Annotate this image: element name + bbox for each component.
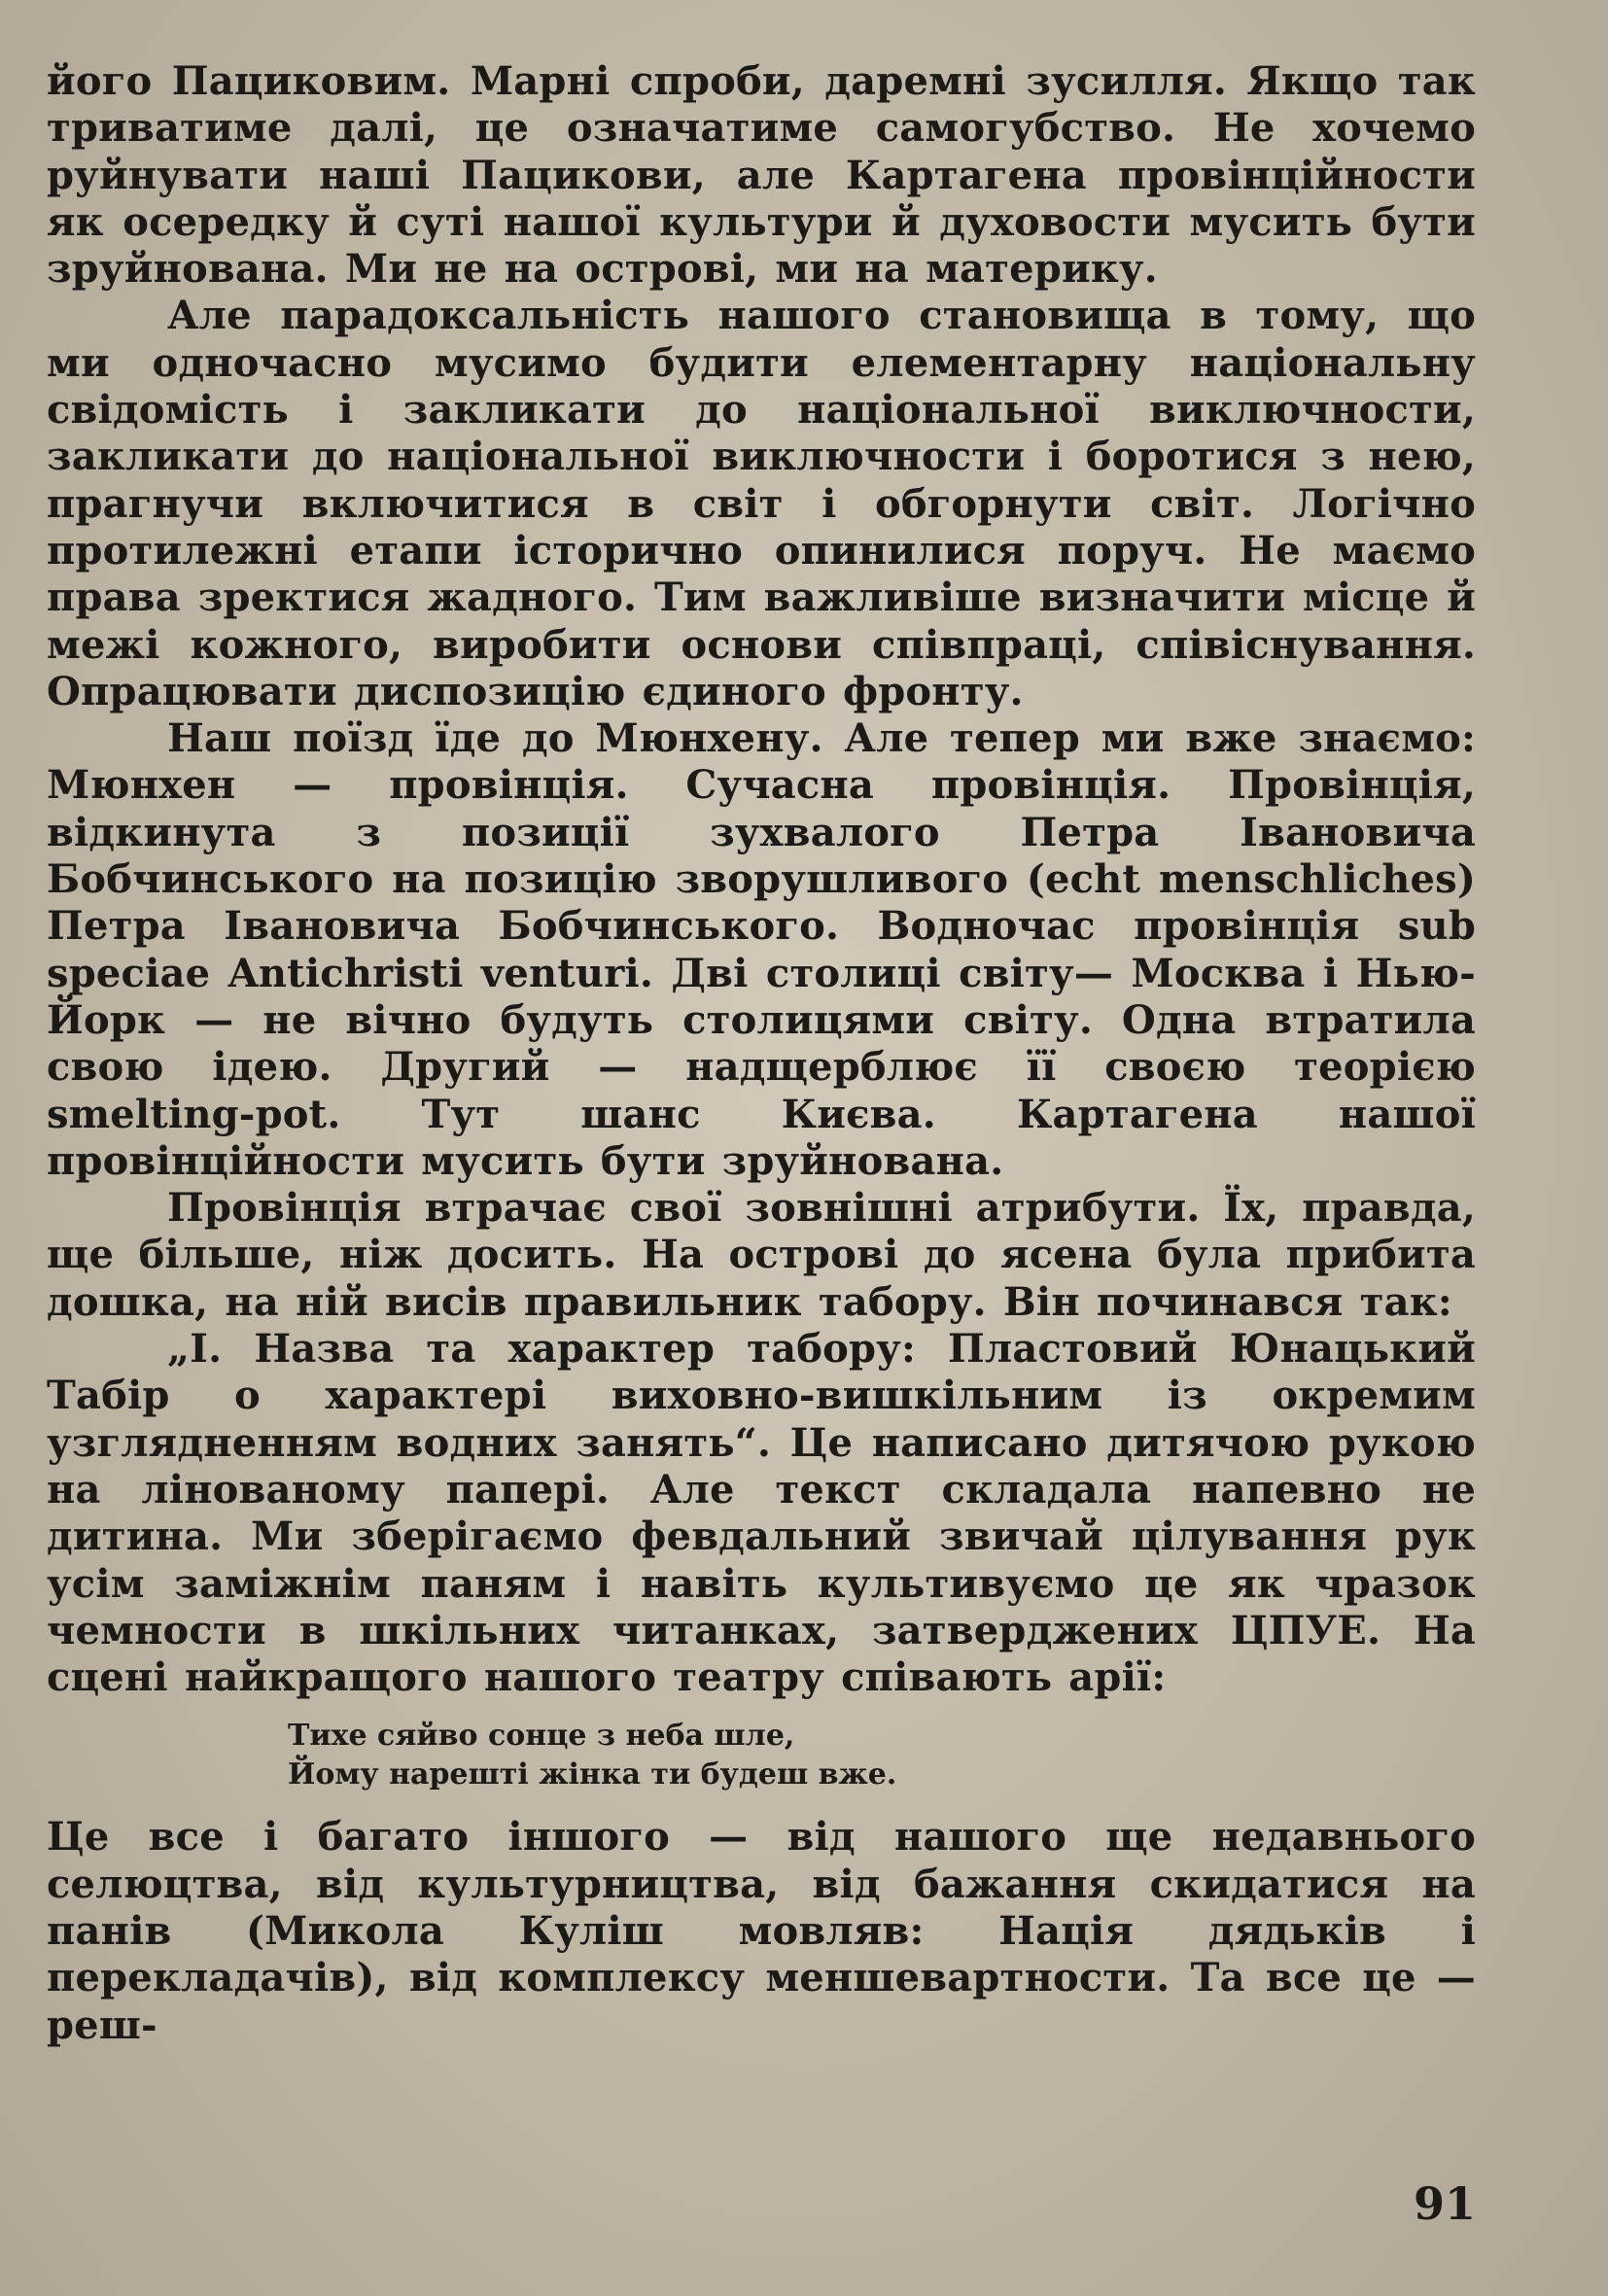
- paragraph-4: Провінція втрачає свої зовнішні атрибути. Їх, правда, ще більше, ніж досить. На острові до ясена була прибита дошка, на ній висів правильник табору. Він починався так:: [47, 1185, 1476, 1325]
- paragraph-2: Але парадоксальність нашого становища в тому, що ми одночасно мусимо будити елементарну національну свідомість і закликати до національної виключности, закликати до національної виключности і боротися з нею, прагнучи включитися в світ і обгорнути світ. Логічно протилежні етапи історично опинилися поруч. Не маємо права зректися жадного. Тим важливіше визначити місце й межі кожного, виробити основи співпраці, співіснування. Опрацювати диспозицію єдиного фронту.: [47, 293, 1476, 714]
- paragraph-5: „І. Назва та характер табору: Пластовий Юнацький Табір о характері виховно-вишкільним із окремим узглядненням водних занять“. Це написано дитячою рукою на лінованому папері. Але текст складала напевно не дитина. Ми зберігаємо февдальний звичай цілування рук усім заміжнім паням і навіть культивуємо це як чразок чемности в шкільних читанках, затверджених ЦПУЕ. На сцені найкращого нашого театру співають арії:: [47, 1326, 1476, 1701]
- poem-line-1: Тихе сяйво сонце з неба шле,: [288, 1719, 795, 1754]
- page-number: 91: [1413, 2177, 1476, 2230]
- closing-text: [47, 1814, 1476, 2048]
- poem-quote: [288, 1717, 1476, 1794]
- paragraph-3: Наш поїзд їде до Мюнхену. Але тепер ми вже знаємо: Мюнхен — провінція. Сучасна провінція. Провінція, відкинута з позиції зухвалого Петра Івановича Бобчинського на позицію зворушливого (echt menschliches) Петра Івановича Бобчинського. Водночас провінція sub speciae Antichristi venturi. Дві столиці світу— Москва і Нью-Йорк — не вічно будуть столицями світу. Одна втратила свою ідею. Другий — надщерблює її своєю теорією smelting-pot. Тут шанс Києва. Картагена нашої провінційности мусить бути зруйнована.: [47, 715, 1476, 1184]
- paragraph-1: його Пациковим. Марні спроби, даремні зусилля. Якщо так триватиме далі, це означатиме самогубство. Не хочемо руйнувати наші Пацикови, але Картагена провінційности як осередку й суті нашої культури й духовости мусить бути зруйнована. Ми не на острові, ми на материку.: [47, 58, 1476, 293]
- poem-line-2: Йому нарешті жінка ти будеш вже.: [288, 1757, 897, 1792]
- main-text: [47, 58, 1476, 1701]
- book-page: [47, 58, 1476, 2275]
- closing-paragraph: Це все і багато іншого — від нашого ще недавнього селюцтва, від культурництва, від бажання скидатися на панів (Микола Куліш мовляв: Нація дядьків і перекладачів), від комплексу меншевартности. Та все це — реш-: [47, 1814, 1476, 2048]
